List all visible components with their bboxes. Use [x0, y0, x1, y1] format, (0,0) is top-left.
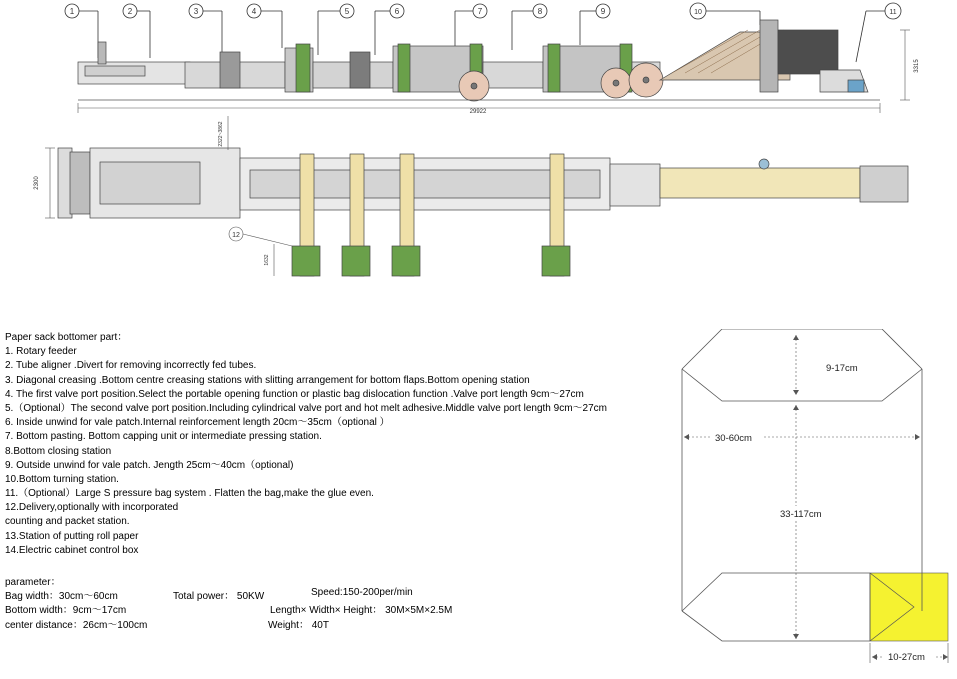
callout-9	[580, 4, 610, 45]
bag-dimension-diagram	[676, 329, 957, 679]
section-title: Paper sack bottomer part：	[5, 332, 128, 343]
callout-11	[856, 3, 901, 62]
part-item: 2. Tube aligner .Divert for removing incorrectly fed tubes.	[5, 360, 257, 372]
callout-7	[455, 4, 487, 50]
valve-length-label: 10-27cm	[888, 652, 925, 663]
callout-7-label: 7	[477, 7, 483, 16]
bag-bottom-outline	[682, 573, 870, 611]
callout-2-label: 2	[127, 7, 133, 16]
part-item: 13.Station of putting roll paper	[5, 530, 139, 542]
machine-layout-drawing	[0, 0, 957, 300]
callout-3-label: 3	[193, 7, 199, 16]
part-item: 7. Bottom pasting. Bottom capping unit or intermediate pressing station.	[5, 431, 322, 443]
bag-length-label: 33-117cm	[780, 509, 822, 520]
span-dimension-label: 2322~3862	[218, 121, 224, 147]
param-total-power: Total power： 50KW	[173, 591, 265, 602]
part-item: 1. Rotary feeder	[5, 346, 77, 358]
callout-10-label: 10	[694, 9, 702, 16]
callout-5-label: 5	[344, 7, 350, 16]
parts-description	[5, 331, 607, 558]
side-dimension-label: 1632	[264, 254, 270, 266]
part-item: 14.Electric cabinet control box	[5, 544, 139, 556]
valve-area	[870, 573, 948, 641]
callout-10	[690, 3, 760, 25]
machine-side-view	[78, 20, 880, 101]
height-dimension-label: 3315	[914, 59, 920, 73]
width-dimension-label: 2300	[34, 176, 40, 190]
param-speed: Speed:150-200per/min	[311, 587, 413, 598]
param-dimensions: Length× Width× Height： 30M×5M×2.5M	[270, 605, 453, 616]
callout-4	[247, 4, 282, 48]
param-bottom-width: Bottom width：9cm〜17cm	[5, 605, 127, 616]
part-item: 4. The first valve port position.Select the portable opening function or plastic bag dislocation function .Valve port length 9cm〜27cm	[5, 388, 584, 400]
callout-8-label: 8	[537, 7, 543, 16]
part-item: 12.Delivery,optionally with incorporated	[5, 502, 179, 514]
callout-1	[65, 4, 98, 58]
callout-1-label: 1	[69, 7, 75, 16]
part-item: 5.（Optional）The second valve port position.Including cylindrical valve port and hot melt adhesive.Middle valve port length 9cm〜27cm	[5, 402, 607, 414]
bag-top-outline	[682, 329, 922, 369]
callout-12-label: 12	[232, 232, 240, 239]
param-weight: Weight： 40T	[268, 620, 329, 631]
machine-top-view	[58, 148, 908, 276]
callout-4-label: 4	[251, 7, 257, 16]
part-item: 11.（Optional）Large S pressure bag system . Flatten the bag,make the glue even.	[5, 488, 374, 500]
param-center-distance: center distance：26cm〜100cm	[5, 620, 148, 631]
param-bag-width: Bag width：30cm〜60cm	[5, 591, 118, 602]
callout-6-label: 6	[394, 7, 400, 16]
callout-8	[512, 4, 547, 50]
part-item: counting and packet station.	[5, 516, 130, 528]
bag-width-label: 30-60cm	[715, 433, 752, 444]
part-item: 3. Diagonal creasing .Bottom centre creasing stations with slitting arrangement for bottom flaps.Bottom opening station	[5, 374, 530, 386]
parameter-heading: parameter：	[5, 577, 61, 588]
callout-9-label: 9	[600, 7, 606, 16]
callout-3	[189, 4, 222, 55]
part-item: 6. Inside unwind for vale patch.Internal reinforcement length 20cm〜35cm（optional ）	[5, 417, 390, 429]
bottom-width-label: 9-17cm	[826, 363, 858, 374]
length-dimension-label: 29922	[469, 109, 487, 115]
part-item: 8.Bottom closing station	[5, 445, 112, 457]
callout-5	[318, 4, 354, 55]
part-item: 10.Bottom turning station.	[5, 473, 119, 485]
part-item: 9. Outside unwind for vale patch. Jength 25cm〜40cm（optional)	[5, 459, 294, 471]
callout-2	[123, 4, 150, 58]
callout-11-label: 11	[889, 9, 897, 16]
